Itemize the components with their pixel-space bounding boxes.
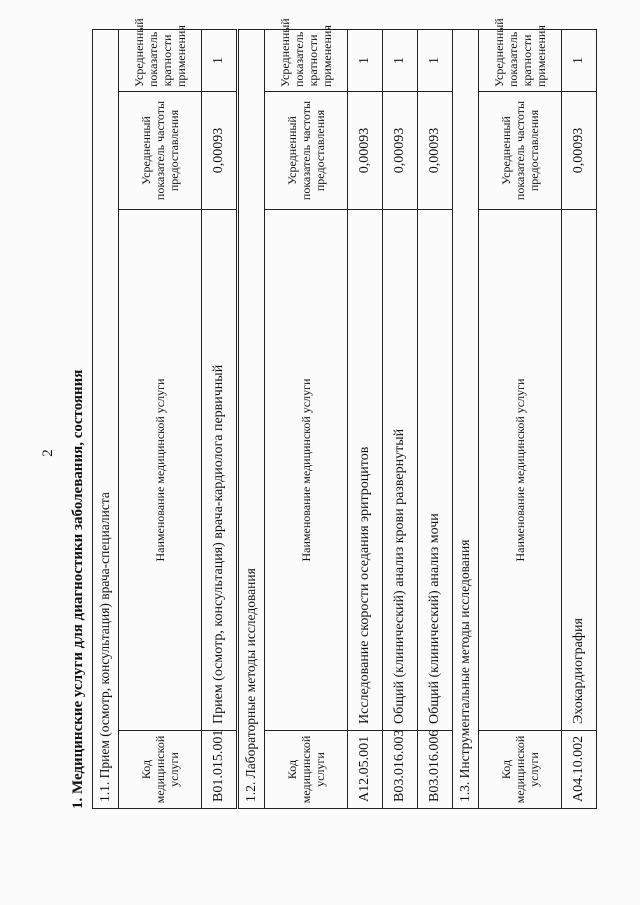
section-caption: 1.1. Прием (осмотр, консультация) врача-специалиста [92, 29, 118, 809]
header-frequency: Усредненный показатель частоты предоставления [119, 92, 202, 210]
service-code: B03.016.006 [418, 731, 453, 809]
service-frequency: 0,00093 [383, 92, 418, 210]
header-multiplicity: Усредненный показатель кратности применения [265, 30, 348, 92]
section-caption: 1.2. Лабораторные методы исследования [238, 29, 264, 809]
header-code: Код медицинской услуги [265, 731, 348, 809]
header-multiplicity: Усредненный показатель кратности применения [479, 30, 562, 92]
service-multiplicity: 1 [348, 30, 383, 92]
service-name: Исследование скорости оседания эритроцитов [348, 210, 383, 731]
table-row [202, 30, 237, 809]
main-title: 1. Медицинские услуги для диагностики заболевания, состояния [70, 369, 86, 809]
service-code: B03.016.003 [383, 731, 418, 809]
services-table [264, 18, 453, 809]
service-frequency: 0,00093 [562, 92, 597, 210]
service-multiplicity: 1 [418, 30, 453, 92]
service-multiplicity: 1 [202, 30, 237, 92]
section-caption: 1.3. Инструментальные методы исследования [452, 29, 478, 809]
table-row [562, 30, 597, 809]
table-header-row [265, 30, 348, 809]
service-frequency: 0,00093 [202, 92, 237, 210]
header-multiplicity: Усредненный показатель кратности применения [119, 30, 202, 92]
service-name: Общий (клинический) анализ мочи [418, 210, 453, 731]
header-frequency: Усредненный показатель частоты предоставления [479, 92, 562, 210]
service-code: A04.10.002 [562, 731, 597, 809]
service-multiplicity: 1 [383, 30, 418, 92]
table-header-row [119, 30, 202, 809]
table-header-row [479, 30, 562, 809]
service-frequency: 0,00093 [348, 92, 383, 210]
section-1-1 [92, 18, 237, 809]
table-row [383, 30, 418, 809]
service-code: B01.015.001 [202, 731, 237, 809]
service-multiplicity: 1 [562, 30, 597, 92]
section-1-3 [452, 18, 597, 809]
header-code: Код медицинской услуги [119, 731, 202, 809]
header-code: Код медицинской услуги [479, 731, 562, 809]
header-name: Наименование медицинской услуги [265, 210, 348, 731]
table-row [418, 30, 453, 809]
section-1-2 [238, 18, 453, 809]
services-table [478, 18, 597, 809]
header-frequency: Усредненный показатель частоты предоставления [265, 92, 348, 210]
service-code: A12.05.001 [348, 731, 383, 809]
header-name: Наименование медицинской услуги [479, 210, 562, 731]
table-row [348, 30, 383, 809]
services-table [118, 18, 237, 809]
service-name: Общий (клинический) анализ крови развернутый [383, 210, 418, 731]
service-name: Прием (осмотр, консультация) врача-кардиолога первичный [202, 210, 237, 731]
service-name: Эхокардиография [562, 210, 597, 731]
header-name: Наименование медицинской услуги [119, 210, 202, 731]
service-frequency: 0,00093 [418, 92, 453, 210]
page-number: 2 [40, 449, 56, 457]
